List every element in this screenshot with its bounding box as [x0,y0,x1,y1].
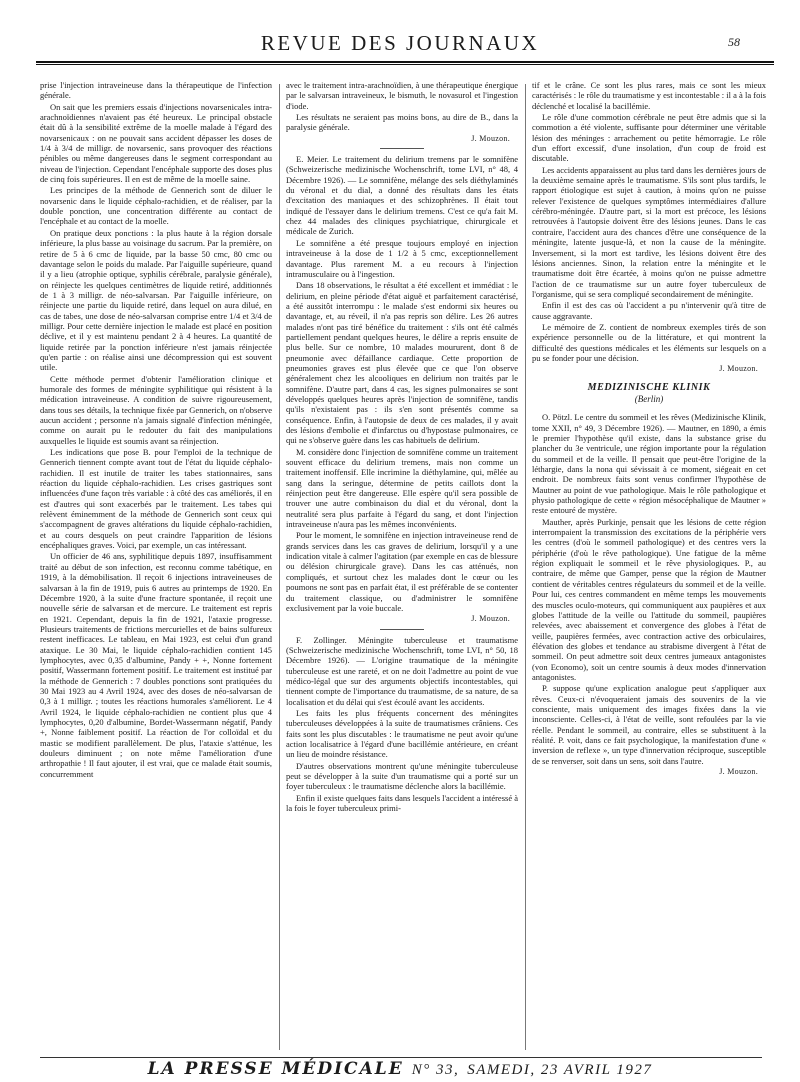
header-rule-thin [36,64,774,65]
author-signature: J. Mouzon. [719,364,758,374]
column-3 [532,80,766,1058]
article-separator [380,148,424,149]
paragraph: Un officier de 46 ans, syphilitique depuis 1897, insuffisamment traité au début de son infection, est reconnu comme tabétique, en 1919, à la démobilisation. Il reçoit 6 injections intraveineuses de salvarsan à la fin de 1919, puis 6 autres au printemps de 1920. En Décembre 1920, à la suite d'une fracture spontanée, il reçoit une nouvelle série de salvarsan et de mercure. Le traitement est repris en 1921. Cependant, depuis la fin de 1921, l'ataxie progresse. Plusieurs traitements de frictions mercurielles et de bains sulfureux restent inefficaces. Le tableau, en Mai 1923, est celui d'un grand ataxique. Le 30 Mai, le liquide céphalo-rachidien contient 145 lymphocytes, avec 0,35 d'albumine, Pandy + +, Nonne fortement positif, Wassermann fortement positif. Le traitement est institué par la méthode de Gennerich : 7 doubles ponctions sont pratiquées du 30 Mai 1923 au 4 Avril 1924, avec des doses de néo-salvarsan de 0,3 à 1 milligr. ; toutes les réactions humorales s'améliorent. Le 4 Avril 1924, le liquide céphalo-rachidien ne contient plus que 4 lymphocytes, 0,20 d'albumine, Bordet-Wassermann négatif, Pandy +, Nonne faiblement positif. La réaction de l'or colloïdal et du mastic se modifient parallèlement. De plus, l'ataxie s'atténue, les douleurs diminuent ; on note même l'amélioration d'une arthropathie ! Il faut ajouter, il est vrai, que ce malade était soumis, concurremment [40,551,272,779]
paragraph: Les accidents apparaissent au plus tard dans les dernières jours de la deuxième semaine après le traumatisme. S'ils sont plus tardifs, le rapport étiologique est sujet à caution, à moins qu'on ne puisse relever l'existence de quelques symptômes intermédiaires d'allure cérébro-méningée. D'autre part, si la mort est précoce, les lésions retrouvées à l'autopsie doivent être des lésions jeunes. Dans le cas contraire, l'accident aura des chances d'être une conséquence de la méningite, latente jusque-là, et non la cause de la méningite. Inversement, si la mort est tardive, les lésions doivent être des lésions anciennes. Sinon, la relation entre la méningite et le traumatisme doit être écartée, à moins qu'on ne puisse admettre l'action de ce traumatisme sur un autre foyer tuberculeux de l'organisme, qui se sera compliqué secondairement de méningite. [532,164,766,299]
section-city: (Berlin) [634,393,664,404]
running-head-title: REVUE DES JOURNAUX [260,31,540,55]
header-rule [36,61,774,63]
author-signature: J. Mouzon. [471,614,510,624]
issue-number: N° 33, [411,1062,460,1078]
paragraph: P. suppose qu'une explication analogue peut s'appliquer aux rêves. Ceux-ci n'évoqueraient jamais des souvenirs de la vie consciente, mais uniquement des images fixées dans la vie inconsciente. Celles-ci, à l'état de veille, sont refoulées par la vie réelle. Pendant le sommeil, au contraire, elles se substituent à la réalité. P. voit, dans ce fait psychologique, la manifestation d'une « inversion de reflexe », un type d'innervation réciproque, susceptible de se renverser, soit dans un sens, soit dans l'autre. [532,683,766,766]
paragraph: avec le traitement intra-arachnoïdien, à une thérapeutique énergique par le salvarsan intraveineux, le bismuth, le novasurol et l'ingestion d'iode. [286,80,518,111]
paragraph: tif et le crâne. Ce sont les plus rares, mais ce sont les mieux caractérisés : le rôle du traumatisme y est incontestable : il a à la fois déclenché et localisé la bacillémie. [532,80,766,111]
paragraph: Pour le moment, le somnifène en injection intraveineuse rend de grands services dans les cas graves de delirium, lorsqu'il y a une indication vitale à calmer l'agitation (par exemple en cas de blessure ou délésion chirurgicale grave). Dans les cas atténués, non compliqués, et surtout chez les malades dont le cœur ou les poumons ne sont pas en parfait état, il est préférable de se contenter du traitement classique, ou d'administrer le somnifène exclusivement par la voie buccale. [286,530,518,613]
footer [40,1059,760,1079]
article-title: O. Pötzl. Le centre du sommeil et les rêves (Medizinische Klinik, tome XXII, n° 49, 3 Décembre 1926). — [532,412,766,433]
column-divider-1 [279,84,280,1050]
column-2 [286,80,518,1058]
article-heading-meier [286,154,518,237]
article-title: F. Zollinger. Méningite tuberculeuse et traumatisme (Schweizerische medizinische Wochenschrift, tome LVI, n° 50, 18 Décembre 1926). — [286,634,518,666]
paragraph: Les faits les plus fréquents concernent des méningites tuberculeuses développées à la suite de traumatismes crâniens. Ces faits sont les plus discutables : le traumatisme ne peut avoir qu'une action localisatrice à l'égard d'une bacillémie antérieure, en créant un lieu de moindre résistance. [286,707,518,760]
paragraph: L'origine traumatique de la méningite tuberculeuse est une rareté, et on ne doit l'admettre au point de vue médico-légal que sur des arguments objectifs incontestables, qui tiennent compte de l'importance du traumatisme, de sa nature, de sa localisation et du délai qui s'est écoulé avant les accidents. [286,655,518,707]
paragraph: Enfin il est des cas où l'accident a pu n'intervenir qu'à titre de cause aggravante. [532,300,766,321]
column-divider-2 [525,84,526,1050]
paragraph: Les principes de la méthode de Gennerich sont de diluer le novarsenic dans le liquide céphalo-rachidien, et de réaliser, par la double ponction, une concentration différente au contact de l'encéphale et au contact de la moelle. [40,185,272,227]
article-separator [380,629,424,630]
paragraph: Le somnifène a été presque toujours employé en injection intraveineuse à la dose de 1 1/2 à 5 cmc, exceptionnellement davantage. Plus rarement M. a eu recours à l'injection intramusculaire ou à l'ingestion. [286,237,518,279]
column-1 [40,80,272,1058]
paragraph: Les résultats ne seraient pas moins bons, au dire de B., dans la paralysie générale. [286,112,518,133]
journal-name: LA PRESSE MÉDICALE [147,1059,404,1079]
paragraph: Mautner, en 1890, a émis le premier l'hypothèse qu'il existe, dans la substance grise du plancher du 3e ventricule, une région importante pour la régulation du sommeil et de la veille. Il pensait que peut-être l'origine de la léthargie, dans la nona qui sévissait à ce moment, siégeait en cet endroit. De nombreux faits sont venus confirmer l'hypothèse de Mautner au point de vue pathologique. Mais le rôle pathologique et physio pathologique de cette « région mésocéphalique de Mautner » reste entouré de mystère. [532,422,766,516]
paragraph: On sait que les premiers essais d'injections novarsenicales intra-arachnoïdiennes n'avaient pas été heureux. Le principal obstacle était dû à la sensibilité extrême de la moelle malade à l'égard des novarsenicaux : on ne pouvait sans accident dépasser les doses de 1/4 à 3/4 de milligr. de novarsenic, sans provoquer des réactions pénibles ou même dangereuses dans le segment correspondant au niveau de l'injection. Cependant l'encéphale supporte des doses plus de cinq fois supérieures. Il en est de même de la moelle saine. [40,101,272,185]
paragraph: Le somnifène, mélange des sels diéthylaminés du véronal et du dial, a donné des résultats dans les états d'excitation des maniaques et des schizophrènes. Il était tout indiqué de l'essayer dans le delirium tremens. C'est ce qu'a fait M. chez 44 malades des cliniques psychiatrique, chirurgicale et médicale de Zurich. [286,174,518,237]
article-heading-potzl [532,412,766,515]
paragraph: prise l'injection intraveineuse dans la thérapeutique de l'infection générale. [40,80,272,101]
issue-date: SAMEDI, 23 AVRIL 1927 [467,1062,653,1078]
paragraph: Mauther, après Purkinje, pensait que les lésions de cette région interrompaient la transmission des excitations de la périphérie vers les centres (d'où le sommeil pathologique) et des centres vers la périphérie (d'où le rêve pathologique). Une fatigue de la même région expliquait le sommeil et le rêve physiologiques. P., au contraire, de même que Gamper, pense que la région de Mautner contient de véritables centres régulateurs du sommeil et de la veille. Pour lui, ces centres commandent en même temps les mouvements des muscles oculo-moteurs, qui communiquent aux paupières et aux globes l'attitude de la veille ou l'attitude du sommeil, paupières relevées, avec abaissement et convergence des globes à l'état de veille, paupières fermées, avec contraction active des orbiculaires, élévation des globes et tendance au strabisme divergent à l'état de sommeil. On peut admettre soit deux centres jumeaux antagonistes (von Economo), soit un centre soumis à deux modes d'innervation antagonistes. [532,516,766,682]
section-heading: MEDIZINISCHE KLINIK [587,381,711,393]
paragraph: On pratique deux ponctions : la plus haute à la région dorsale inférieure, la plus basse au voisinage du sacrum. Par la première, on retire de 5 à 6 cmc de liquide, par la basse 50 cmc, 80 cmc ou davantage selon le poids du malade. Par l'aiguille supérieure, quand il y a lieu (atrophie optique, syphilis cérébrale, paralysie générale), on réinjecte les quelques centimètres de liquide retiré, additionnés de 1 à 3 milligr. de néo-salvarsan. Par l'aiguille inférieure, on réinjecte une partie du liquide retiré, dans lequel on aura dilué, en cas de tabes, une dose de néo-salvarsan comprise entre 1/4 et 3/4 de milligr. Pour cette dernière injection le malade est placé en position déclive, et il y est maintenu pendant 2 à 4 heures. La quantité de liquide retirée par la ponction inférieure n'est jamais réinjectée qu'en partie : on réalise ainsi une décompression qui est souvent utile. [40,227,272,373]
author-signature: J. Mouzon. [471,133,510,143]
article-title: E. Meier. Le traitement du delirium tremens par le somnifène (Schweizerische medizinische Wochenschrift, tome LVI, n° 48, 4 Décembre 1926). — [286,154,518,185]
paragraph: Les indications que pose B. pour l'emploi de la technique de Gennerich tiennent compte avant tout de l'état du liquide céphalo-rachidien. Il est inutile de traiter les tabes stationnaires, sans réaction du liquide céphalo-rachidien. Les crises gastriques sont influencées d'une façon très variable : à côté des cas améliorés, il en est d'autres qui sont exacerbés par le traitement. Les tabes qui relèvent éminemment de la méthode de Gennerich sont ceux qui s'accompagnent de graves altérations du liquide céphalo-rachidien, et au cours desquels on peut craindre l'apparition de lésions encéphaliques graves. Voici, par exemple, un cas intéressant. [40,447,272,551]
paragraph: Dans 18 observations, le résultat a été excellent et immédiat : le delirium, en pleine période d'état aiguë et parfaitement caractérisé, a été aussitôt interrompu : le malade s'est endormi six heures ou davantage, et, au réveil, il n'a pas repris son délire. Les 26 autres malades n'ont pas tiré bénéfice du traitement : s'ils ont été calmés partiellement pendant quelques heures, le délire a repris ensuite de plus belle. Sur ce nombre, 10 malades moururent, dont 8 de pneumonie avec défaillance cardiaque. Cette proportion de pneumonies graves est plus élevée que ce que l'on observe généralement chez les alcooliques en delirium non traités par le somnifène. D'autre part, dans 4 cas, les signes pulmonaires se sont développés quelques heures après l'injection de somnifène, tandis qu'ils n'existaient pas : ils s'en sont présentés comme sa conséquence. Enfin, à l'autopsie de deux de ces malades, il y avait des lésions d'embolie et d'infarctus ou d'hypostase pulmonaires, ce qui ne s'observe guère dans les cas habituels de delirium. [286,280,518,446]
paragraph: Cette méthode permet d'obtenir l'amélioration clinique et humorale des formes de méningite syphilitique qui résistent à la médication intraveineuse. A condition de suivre rigoureusement, dans tous ses détails, la technique fixée par Gennerich, on n'observe aucun accident ; personne n'a jamais signalé d'infection méningée, comme on aurait pu le redouter du fait des manipulations auxquelles le liquide est soumis avant sa réinjection. [40,373,272,446]
paragraph: Le mémoire de Z. contient de nombreux exemples tirés de son expérience personnelle ou de la littérature, et qui montrent la difficulté des questions médicales et les éléments sur lesquels on a pu se fonder pour une décision. [532,321,766,363]
author-signature: J. Mouzon. [719,767,758,776]
paragraph: M. considère donc l'injection de somnifène comme un traitement souvent efficace du delirium tremens, mais non comme un traitement inoffensif. Elle incrimine la diéthylamine, qui, mêlée au sang dans la seringue, détermine de petits caillots dont la réinjection peut être dangereuse. Elle espère qu'il sera possible de trouver une autre combinaison du dial et du véronal, dont la neutralité sera plus parfaite à l'égard du sang, et dont l'injection intraveineuse n'aura pas les mêmes inconvénients. [286,446,518,530]
page-number: 58 [728,35,740,49]
paragraph: Enfin il existe quelques faits dans lesquels l'accident a intéressé à la fois le foyer tuberculeux primi- [286,792,518,814]
paragraph: D'autres observations montrent qu'une méningite tuberculeuse peut se développer à la suite d'un traumatisme qui a porté sur un foyer tuberculeux : le traumatisme déclenche alors la bacillémie. [286,760,518,792]
footer-rule [40,1057,762,1058]
article-heading-zollinger [286,635,518,707]
paragraph: Le rôle d'une commotion cérébrale ne peut être admis que si la commotion a été violente, suffisante pour déterminer une véritable lésion des méninges : arrachement ou petite hémorragie. Le rôle d'un effort excessif, d'une insolation, d'un coup de froid est discutable. [532,112,766,164]
